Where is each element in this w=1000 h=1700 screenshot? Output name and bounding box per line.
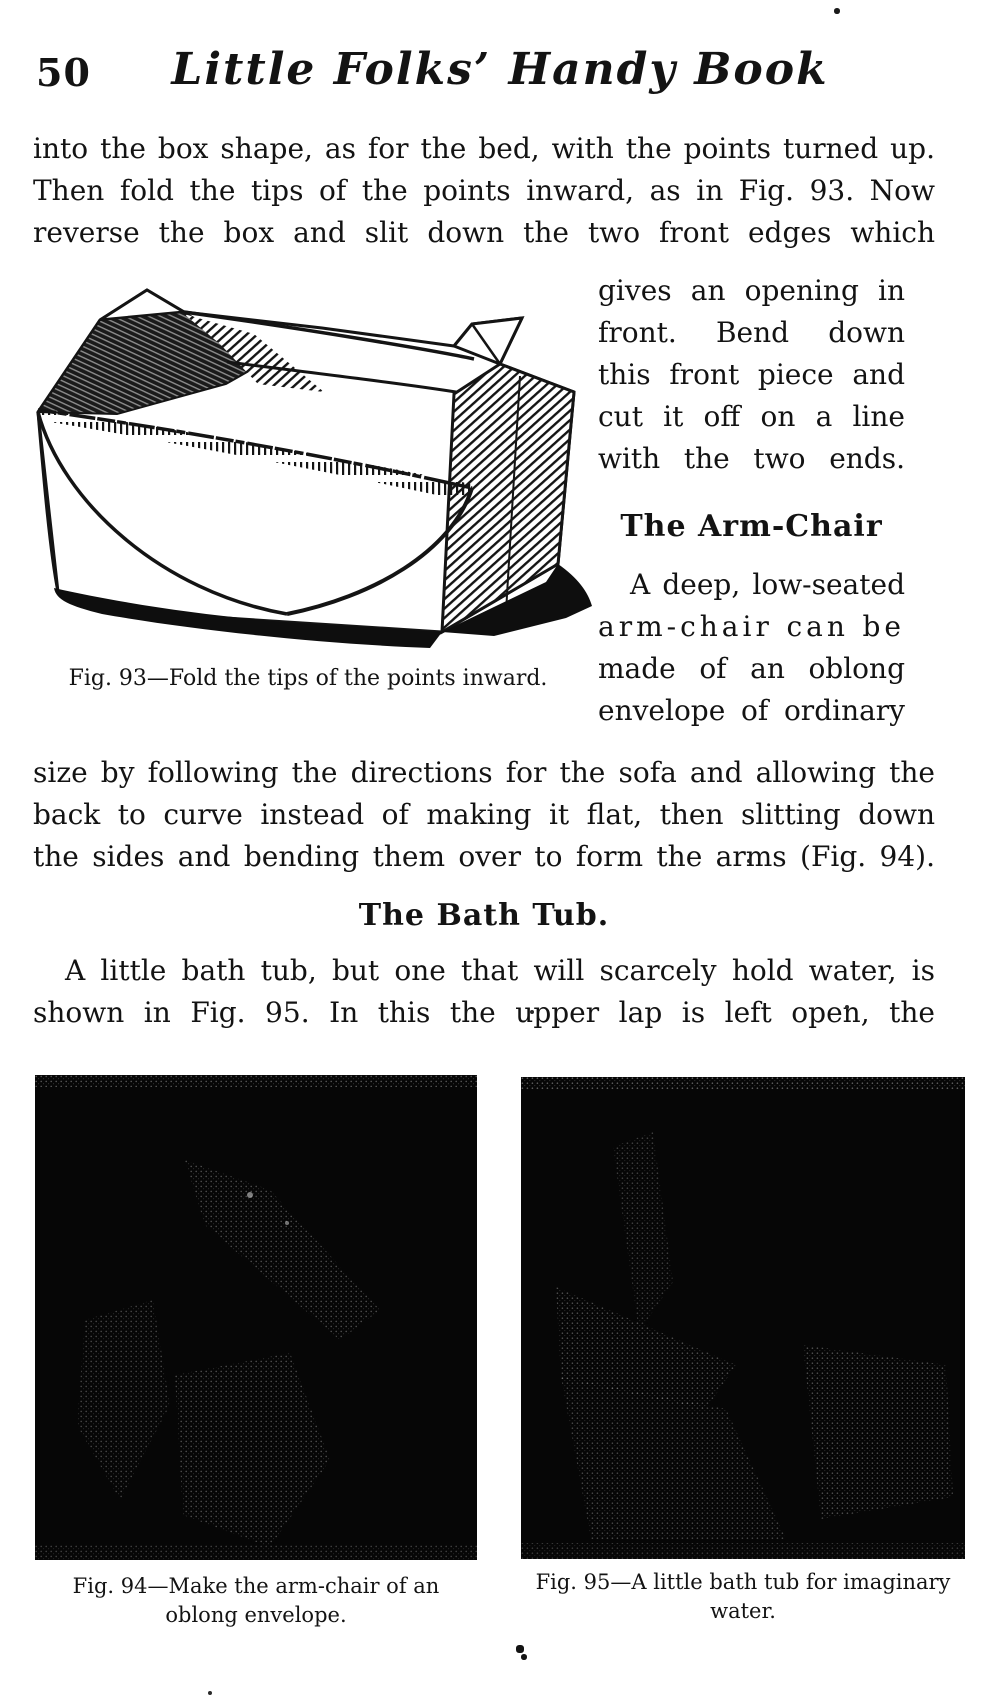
armchair-photo-image — [35, 1075, 477, 1560]
bathtub-photo-image — [521, 1077, 965, 1559]
text-line: this front piece and — [598, 358, 905, 391]
text-line: A deep, low-seated — [630, 568, 905, 601]
text-line: Then fold the tips of the points inward, as in Fig. 93. Now — [33, 174, 935, 207]
figure-95-photo — [521, 1077, 965, 1559]
caption-line: oblong envelope. — [165, 1603, 347, 1627]
figure-94-caption — [35, 1572, 477, 1630]
text-line: cut it off on a line — [598, 400, 905, 433]
caption-line: Fig. 94—Make the arm-chair of an — [72, 1574, 440, 1598]
text-line: made of an oblong — [598, 652, 905, 685]
figure-95-caption — [521, 1568, 965, 1626]
wrap-column — [598, 270, 905, 732]
figure-94-photo — [35, 1075, 477, 1560]
running-title: Little Folks’ Handy Book — [171, 44, 829, 95]
caption-line: water. — [710, 1599, 776, 1623]
figure-93-illustration — [22, 262, 594, 662]
text-line: gives an opening in — [598, 274, 905, 307]
text-line: reverse the box and slit down the two front edges which — [33, 216, 935, 249]
text-line: back to curve instead of making it flat, then slitting down — [33, 798, 935, 831]
bathtub-heading: The Bath Tub. — [358, 898, 610, 933]
text-line: size by following the directions for the sofa and allowing the — [33, 756, 935, 789]
text-line: the sides and bending them over to form the arms (Fig. 94). — [33, 840, 935, 873]
text-line: shown in Fig. 95. In this the upper lap is left open, the — [33, 996, 935, 1029]
text-line: arm-chair can be — [598, 610, 905, 643]
armchair-heading: The Arm-Chair — [620, 509, 883, 544]
text-line: A little bath tub, but one that will scarcely hold water, is — [65, 954, 935, 987]
text-line: envelope of ordinary — [598, 694, 905, 727]
ink-specks — [0, 0, 2, 2]
page-number: 50 — [36, 50, 91, 95]
text-line: into the box shape, as for the bed, with the points turned up. — [33, 132, 935, 165]
text-line: front. Bend down — [598, 316, 905, 349]
folded-box-drawing — [22, 262, 594, 662]
text-line: with the two ends. — [598, 442, 905, 475]
armchair-paragraph — [33, 752, 935, 878]
figure-93-caption: Fig. 93—Fold the tips of the points inward. — [68, 666, 548, 691]
caption-line: Fig. 95—A little bath tub for imaginary — [535, 1570, 951, 1594]
bathtub-paragraph — [33, 950, 935, 1034]
intro-paragraph — [33, 128, 935, 254]
